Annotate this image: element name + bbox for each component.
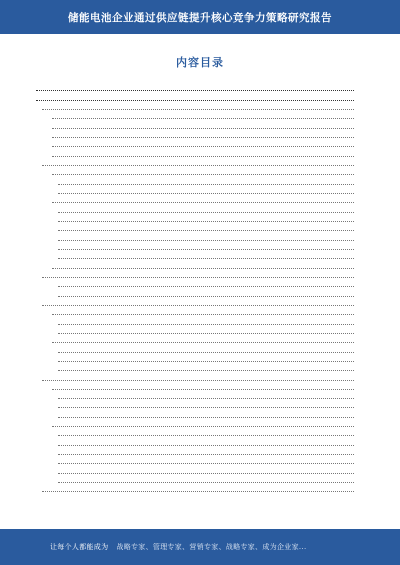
- toc-entry[interactable]: [32, 429, 364, 438]
- toc-entry[interactable]: [32, 317, 364, 326]
- toc-entry[interactable]: [32, 168, 364, 177]
- table-of-contents: [32, 84, 364, 494]
- toc-entry[interactable]: [32, 457, 364, 466]
- toc-leader-dots: [58, 481, 354, 483]
- toc-leader-dots: [42, 164, 354, 166]
- toc-entry[interactable]: [32, 373, 364, 382]
- toc-leader-dots: [58, 211, 354, 213]
- toc-leader-dots: [42, 379, 354, 381]
- footer-roles: 战略专家、管理专家、营销专家、战略专家、成为企业家...: [116, 543, 307, 551]
- toc-entry[interactable]: [32, 410, 364, 419]
- toc-leader-dots: [58, 285, 354, 287]
- toc-entry[interactable]: [32, 392, 364, 401]
- toc-leader-dots: [58, 183, 354, 185]
- toc-entry[interactable]: [32, 438, 364, 447]
- toc-entry[interactable]: [32, 448, 364, 457]
- toc-entry[interactable]: [32, 112, 364, 121]
- toc-leader-dots: [58, 369, 354, 371]
- report-header: [0, 0, 400, 34]
- toc-leader-dots: [52, 173, 354, 175]
- toc-entry[interactable]: [32, 103, 364, 112]
- toc-title: 内容目录: [176, 56, 224, 69]
- toc-leader-dots: [58, 472, 354, 474]
- toc-leader-dots: [52, 117, 354, 119]
- toc-entry[interactable]: [32, 224, 364, 233]
- toc-entry[interactable]: [32, 280, 364, 289]
- toc-entry[interactable]: [32, 93, 364, 102]
- toc-leader-dots: [36, 99, 354, 101]
- toc-entry[interactable]: [32, 243, 364, 252]
- toc-leader-dots: [52, 145, 354, 147]
- toc-entry[interactable]: [32, 84, 364, 93]
- toc-leader-dots: [52, 267, 354, 269]
- toc-leader-dots: [58, 434, 354, 436]
- toc-leader-dots: [52, 155, 354, 157]
- toc-leader-dots: [58, 416, 354, 418]
- toc-entry[interactable]: [32, 140, 364, 149]
- toc-leader-dots: [58, 406, 354, 408]
- toc-leader-dots: [58, 332, 354, 334]
- toc-entry[interactable]: [32, 383, 364, 392]
- toc-leader-dots: [58, 360, 354, 362]
- toc-entry[interactable]: [32, 159, 364, 168]
- toc-entry[interactable]: [32, 187, 364, 196]
- toc-entry[interactable]: [32, 177, 364, 186]
- toc-entry[interactable]: [32, 252, 364, 261]
- toc-leader-dots: [52, 127, 354, 129]
- toc-entry[interactable]: [32, 401, 364, 410]
- toc-entry[interactable]: [32, 215, 364, 224]
- toc-entry[interactable]: [32, 205, 364, 214]
- toc-entry[interactable]: [32, 466, 364, 475]
- toc-leader-dots: [58, 397, 354, 399]
- toc-leader-dots: [58, 192, 354, 194]
- toc-entry[interactable]: [32, 121, 364, 130]
- footer-banner: [0, 529, 400, 565]
- toc-leader-dots: [58, 295, 354, 297]
- toc-entry[interactable]: [32, 336, 364, 345]
- toc-leader-dots: [58, 220, 354, 222]
- toc-entry[interactable]: [32, 485, 364, 494]
- toc-leader-dots: [52, 341, 354, 343]
- toc-leader-dots: [52, 313, 354, 315]
- toc-leader-dots: [58, 239, 354, 241]
- toc-entry[interactable]: [32, 364, 364, 373]
- toc-entry[interactable]: [32, 261, 364, 270]
- toc-leader-dots: [58, 453, 354, 455]
- toc-leader-dots: [52, 136, 354, 138]
- toc-leader-dots: [36, 89, 354, 91]
- document-page: [30, 34, 370, 529]
- toc-leader-dots: [58, 462, 354, 464]
- toc-leader-dots: [58, 257, 354, 259]
- toc-entry[interactable]: [32, 327, 364, 336]
- footer-slogan: 让每个人都能成为: [50, 543, 109, 551]
- toc-leader-dots: [52, 425, 354, 427]
- toc-leader-dots: [52, 388, 354, 390]
- toc-leader-dots: [58, 444, 354, 446]
- toc-entry[interactable]: [32, 196, 364, 205]
- toc-entry[interactable]: [32, 233, 364, 242]
- toc-leader-dots: [42, 304, 354, 306]
- toc-entry[interactable]: [32, 476, 364, 485]
- toc-entry[interactable]: [32, 308, 364, 317]
- toc-entry[interactable]: [32, 149, 364, 158]
- toc-leader-dots: [42, 276, 354, 278]
- toc-entry[interactable]: [32, 355, 364, 364]
- toc-leader-dots: [42, 108, 354, 110]
- toc-entry[interactable]: [32, 271, 364, 280]
- toc-entry[interactable]: [32, 131, 364, 140]
- toc-leader-dots: [58, 248, 354, 250]
- toc-leader-dots: [42, 490, 354, 492]
- toc-entry[interactable]: [32, 289, 364, 298]
- toc-entry[interactable]: [32, 299, 364, 308]
- report-title: 储能电池企业通过供应链提升核心竞争力策略研究报告: [68, 11, 332, 24]
- toc-entry[interactable]: [32, 345, 364, 354]
- toc-leader-dots: [58, 323, 354, 325]
- toc-entry[interactable]: [32, 420, 364, 429]
- toc-leader-dots: [58, 351, 354, 353]
- toc-leader-dots: [52, 201, 354, 203]
- toc-leader-dots: [58, 229, 354, 231]
